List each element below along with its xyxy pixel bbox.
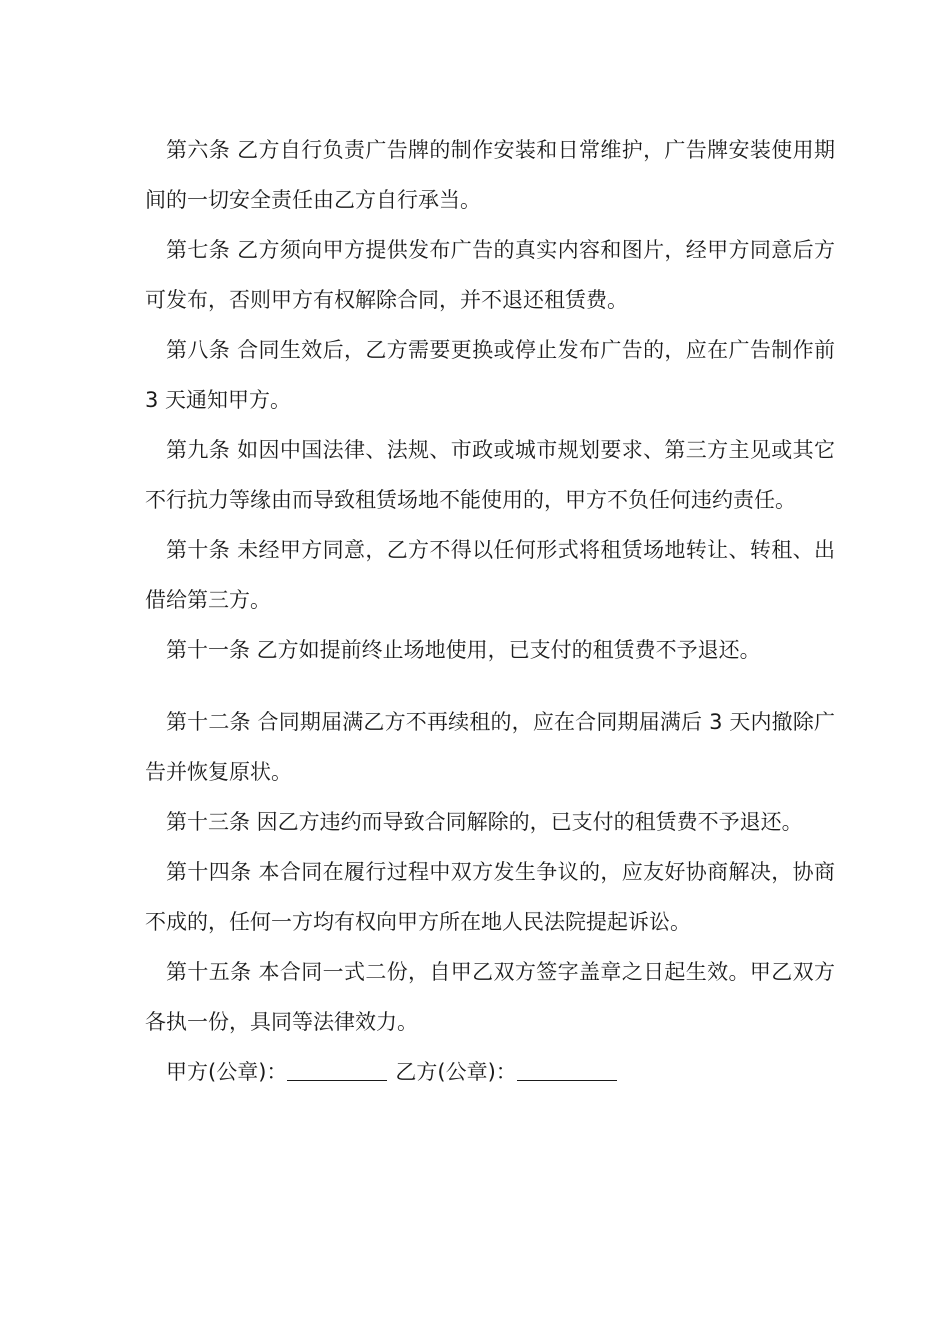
clause-9: 第九条 如因中国法律、法规、市政或城市规划要求、第三方主见或其它不行抗力等缘由而导致租赁场地不能使用的，甲方不负任何违约责任。: [145, 438, 835, 512]
clause-13: 第十三条 因乙方违约而导致合同解除的，已支付的租赁费不予退还。: [166, 810, 803, 834]
clause-14: 第十四条 本合同在履行过程中双方发生争议的，应友好协商解决，协商不成的，任何一方均有权向甲方所在地人民法院提起诉讼。: [145, 860, 835, 934]
contract-body: [145, 125, 835, 1097]
party-b-seal-blank[interactable]: [517, 1060, 617, 1081]
signature-line: [145, 1047, 835, 1097]
party-a-seal-label: 甲方(公章)：: [166, 1060, 288, 1084]
clause-10: 第十条 未经甲方同意，乙方不得以任何形式将租赁场地转让、转租、出借给第三方。: [145, 538, 835, 612]
clause-8: 第八条 合同生效后，乙方需要更换或停止发布广告的，应在广告制作前 3 天通知甲方。: [145, 338, 835, 412]
party-a-seal-blank[interactable]: [287, 1060, 387, 1081]
clause-15: 第十五条 本合同一式二份，自甲乙双方签字盖章之日起生效。甲乙双方各执一份，具同等法律效力。: [145, 960, 835, 1034]
clause-6: 第六条 乙方自行负责广告牌的制作安装和日常维护，广告牌安装使用期间的一切安全责任由乙方自行承当。: [145, 138, 835, 212]
clause-11: 第十一条 乙方如提前终止场地使用，已支付的租赁费不予退还。: [166, 638, 761, 662]
party-b-seal-label: 乙方(公章)：: [395, 1060, 517, 1084]
clause-12: 第十二条 合同期届满乙方不再续租的，应在合同期届满后 3 天内撤除广告并恢复原状。: [145, 710, 835, 784]
clause-7: 第七条 乙方须向甲方提供发布广告的真实内容和图片，经甲方同意后方可发布，否则甲方有权解除合同，并不退还租赁费。: [145, 238, 835, 312]
